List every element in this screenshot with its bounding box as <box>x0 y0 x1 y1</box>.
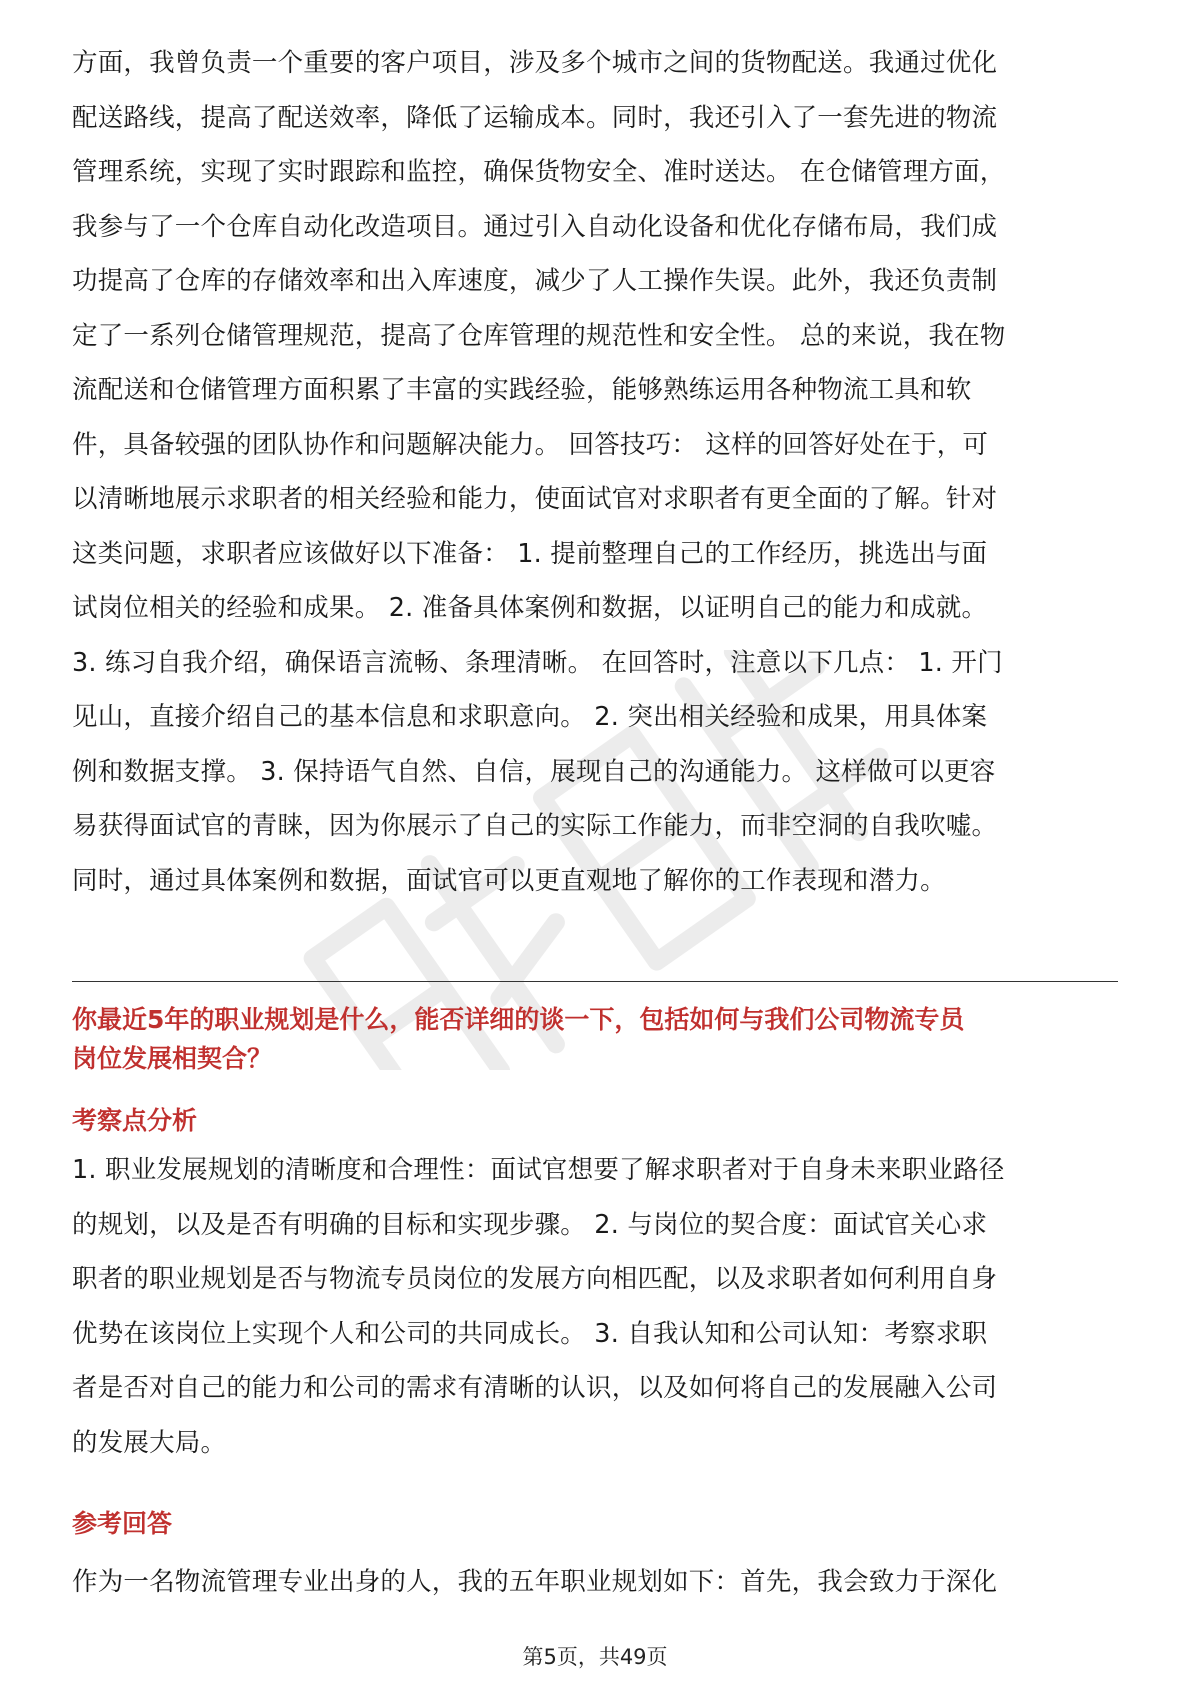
body-line: 见山，直接介绍自己的基本信息和求职意向。 2. 突出相关经验和成果，用具体案 <box>72 702 988 732</box>
analysis-line: 者是否对自己的能力和公司的需求有清晰的认识，以及如何将自己的发展融入公司 <box>72 1373 998 1403</box>
analysis-line: 的发展大局。 <box>72 1427 227 1458</box>
analysis-line: 优势在该岗位上实现个人和公司的共同成长。 3. 自我认知和公司认知：考察求职 <box>72 1318 988 1349</box>
analysis-heading: 考察点分析 <box>72 1106 198 1135</box>
body-line: 件，具备较强的团队协作和问题解决能力。 回答技巧： 这样的回答好处在于，可 <box>72 429 989 460</box>
body-line: 我参与了一个仓库自动化改造项目。通过引入自动化设备和优化存储布局，我们成 <box>72 211 998 242</box>
reference-heading: 参考回答 <box>72 1509 173 1538</box>
document-page <box>72 36 1118 908</box>
body-text <box>72 36 1118 908</box>
body-line: 试岗位相关的经验和成果。 2. 准备具体案例和数据，以证明自己的能力和成就。 <box>72 593 988 623</box>
body-line: 例和数据支撑。 3. 保持语气自然、自信，展现自己的沟通能力。 这样做可以更容 <box>72 756 996 787</box>
analysis-line: 的规划，以及是否有明确的目标和实现步骤。 2. 与岗位的契合度：面试官关心求 <box>72 1209 988 1240</box>
analysis-line: 职者的职业规划是否与物流专员岗位的发展方向相匹配，以及求职者如何利用自身 <box>72 1264 998 1294</box>
analysis-line: 1. 职业发展规划的清晰度和合理性：面试官想要了解求职者对于自身未来职业路径 <box>72 1155 1005 1185</box>
body-line: 这类问题，求职者应该做好以下准备： 1. 提前整理自己的工作经历，挑选出与面 <box>72 538 988 569</box>
body-line: 功提高了仓库的存储效率和出入库速度，减少了人工操作失误。此外，我还负责制 <box>72 266 998 296</box>
body-line: 管理系统，实现了实时跟踪和监控，确保货物安全、准时送达。 在仓储管理方面， <box>72 157 1006 187</box>
body-line: 定了一系列仓储管理规范，提高了仓库管理的规范性和安全性。 总的来说，我在物 <box>72 320 1006 351</box>
question-line: 你最近5年的职业规划是什么，能否详细的谈一下，包括如何与我们公司物流专员 <box>72 1005 965 1034</box>
body-line: 3. 练习自我介绍，确保语言流畅、条理清晰。 在回答时，注意以下几点： 1. 开门 <box>72 647 1003 678</box>
body-line: 配送路线，提高了配送效率，降低了运输成本。同时，我还引入了一套先进的物流 <box>72 102 998 133</box>
reference-text <box>72 1555 1118 1610</box>
body-line: 以清晰地展示求职者的相关经验和能力，使面试官对求职者有更全面的了解。针对 <box>72 484 998 514</box>
body-line: 方面，我曾负责一个重要的客户项目，涉及多个城市之间的货物配送。我通过优化 <box>72 48 998 78</box>
body-line: 流配送和仓储管理方面积累了丰富的实践经验，能够熟练运用各种物流工具和软 <box>72 375 972 405</box>
page-number: 第5页，共49页 <box>522 1645 668 1669</box>
body-line: 易获得面试官的青睐，因为你展示了自己的实际工作能力，而非空洞的自我吹嘘。 <box>72 811 998 841</box>
reference-line: 作为一名物流管理专业出身的人，我的五年职业规划如下：首先，我会致力于深化 <box>72 1567 998 1597</box>
body-line: 同时，通过具体案例和数据，面试官可以更直观地了解你的工作表现和潜力。 <box>72 865 946 896</box>
analysis-text <box>72 1143 1118 1470</box>
question-line: 岗位发展相契合？ <box>72 1044 273 1073</box>
section-divider <box>72 981 1118 982</box>
question-title <box>72 1000 1118 1078</box>
